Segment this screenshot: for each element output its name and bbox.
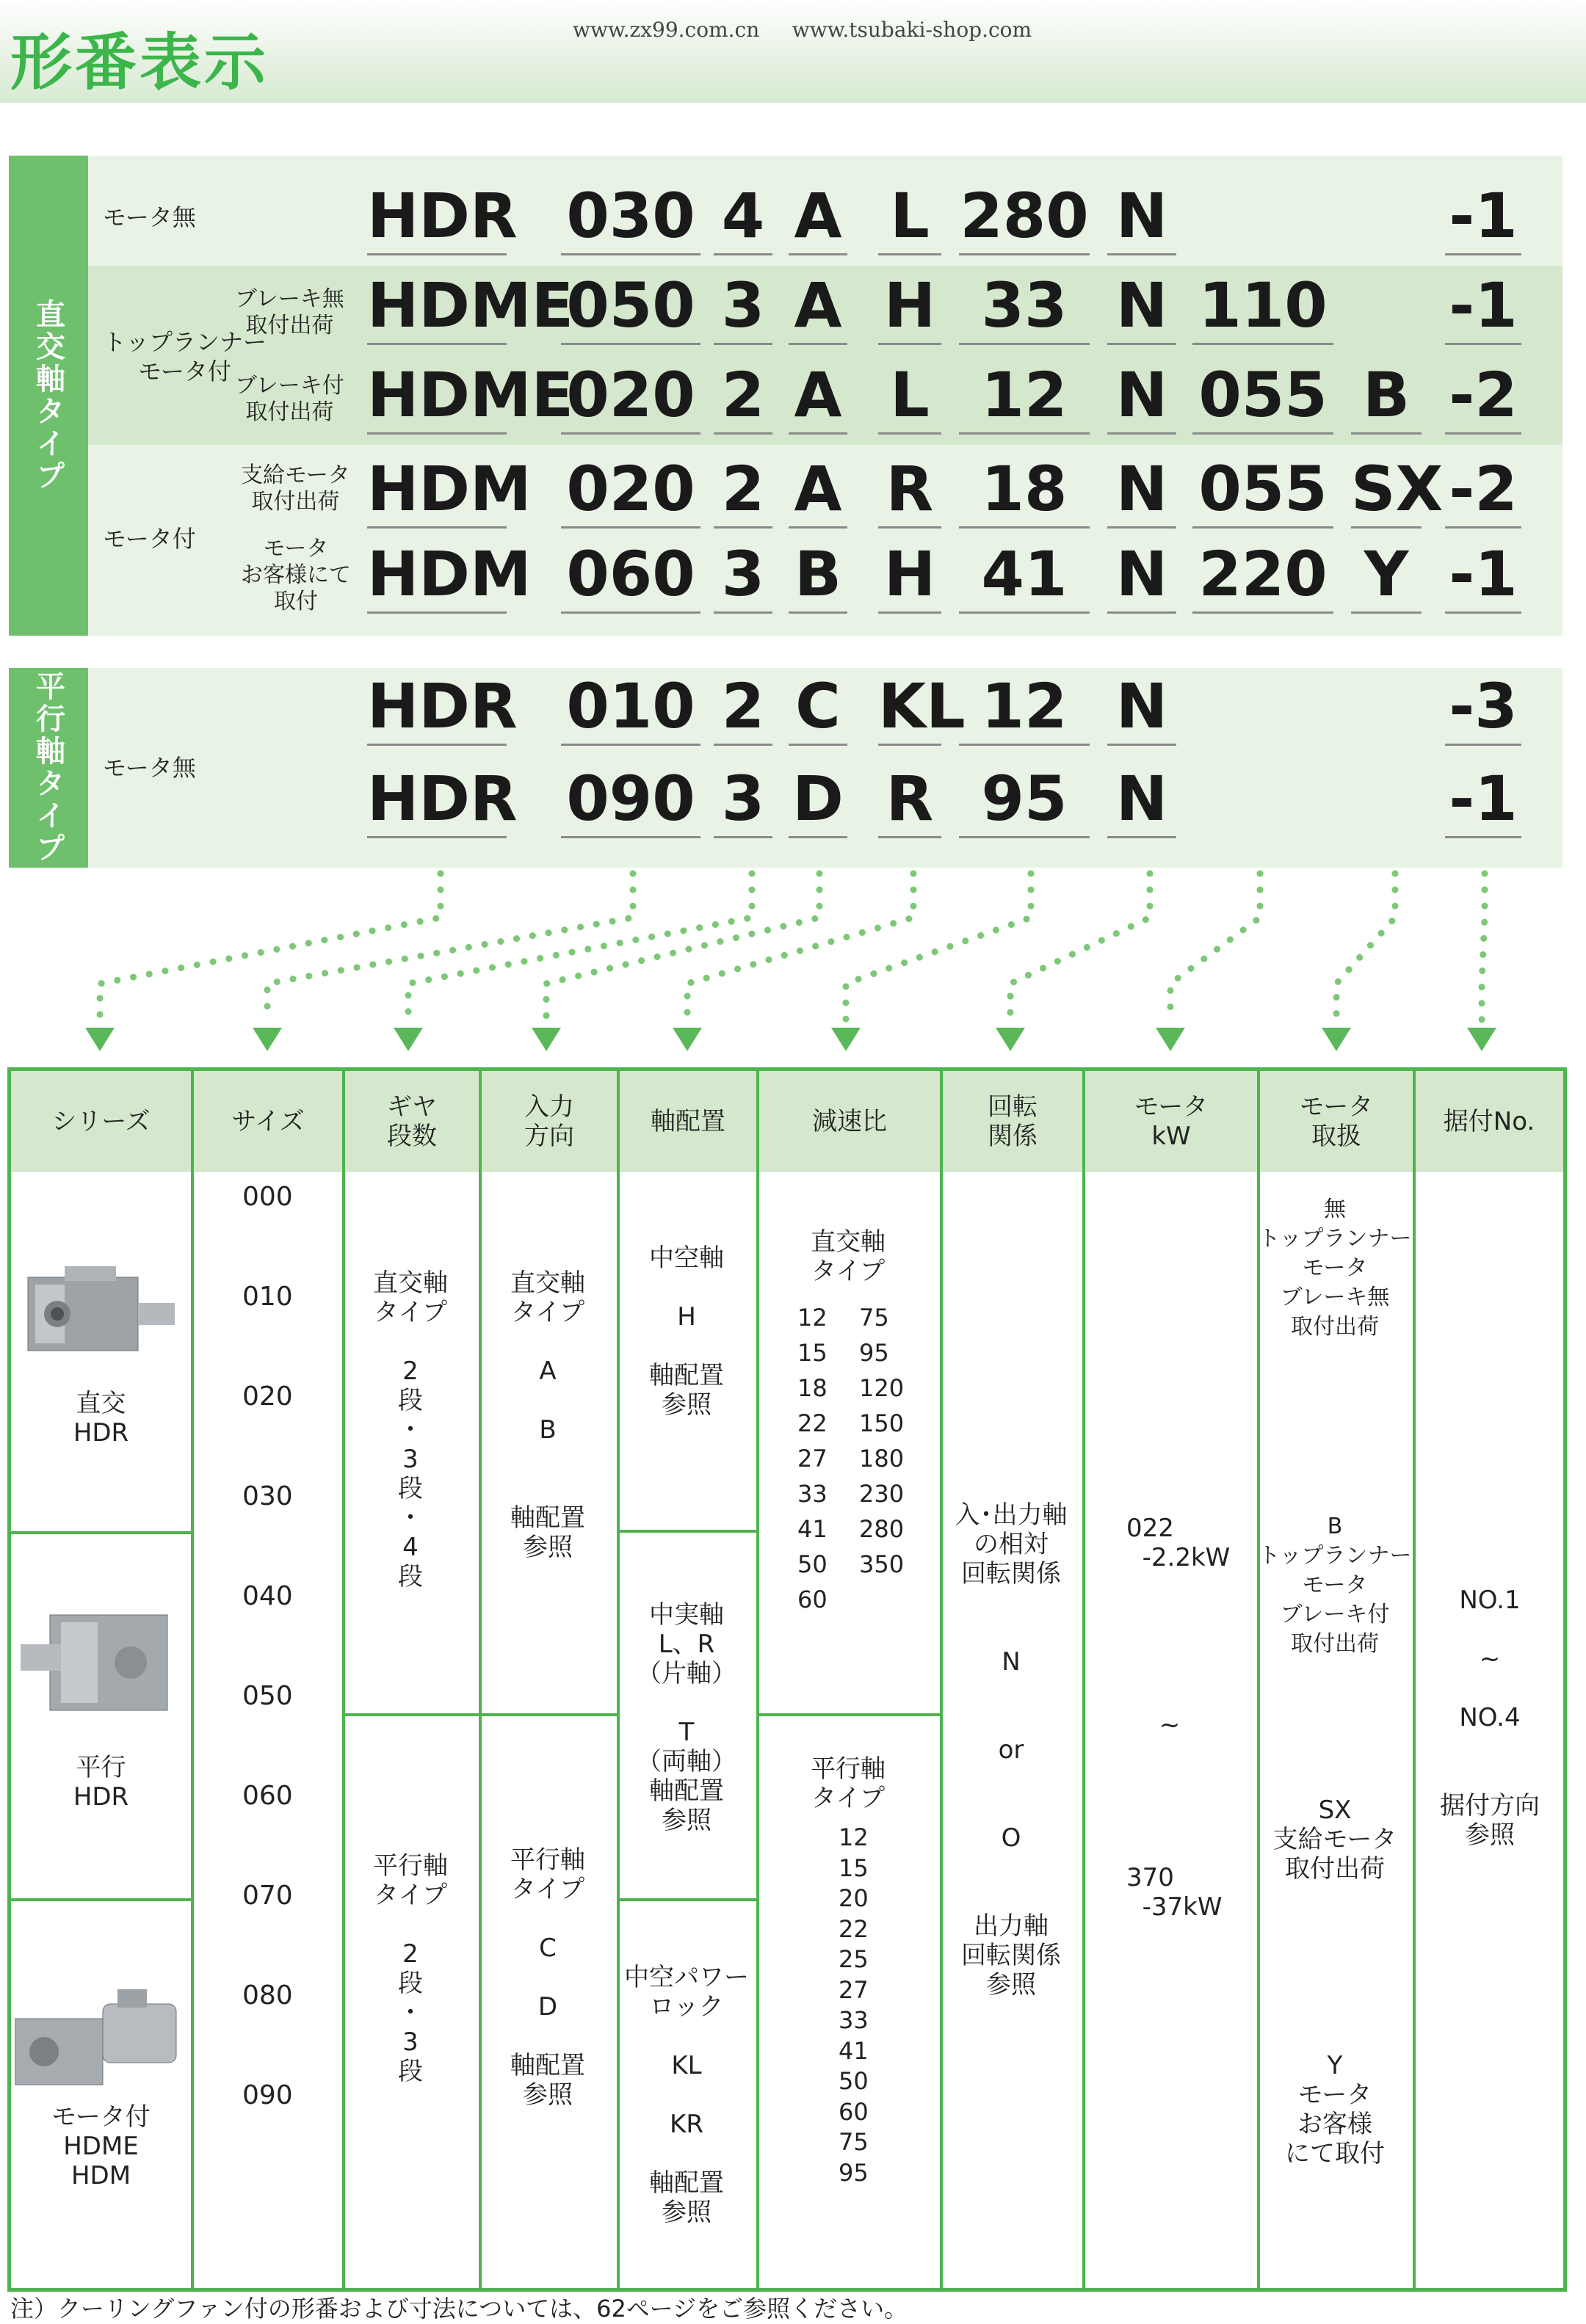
ratio-item: 15	[839, 1853, 869, 1882]
ratio-parallel-title: 平行軸 タイプ	[811, 1754, 886, 1813]
parallel-code-series: HDR	[367, 670, 518, 742]
label-brake-with: ブレーキ付 取付出荷	[235, 373, 344, 425]
ratio-item: 22	[797, 1409, 828, 1437]
parallel-code-size: 090	[561, 763, 700, 834]
ratio-item: 22	[839, 1914, 869, 1943]
ratio-item: 180	[859, 1445, 905, 1473]
handling-brake: B トップランナーモータ ブレーキ付 取付出荷	[1258, 1514, 1412, 1657]
right-angle-code-series: HDR	[367, 180, 518, 252]
right-angle-code-input: A	[789, 360, 847, 430]
right-angle-code-rotation: N	[1107, 454, 1176, 524]
table-header-8: モータ 取扱	[1299, 1092, 1374, 1151]
ratio-item: 60	[797, 1586, 828, 1613]
connector-arrow-icon	[673, 1028, 702, 1051]
footnote: 注）クーリングファン付の形番および寸法については、62ページをご参照ください。	[10, 2295, 908, 2323]
right-angle-code-shaft: L	[878, 181, 941, 251]
right-angle-code-handling: SX	[1351, 453, 1444, 525]
motor-kw-tilde: ~	[1159, 1710, 1181, 1740]
right-angle-code-ratio: 41	[959, 539, 1090, 609]
right-angle-code-series: HDME	[367, 359, 573, 431]
right-angle-code-shaft: L	[878, 360, 941, 430]
parallel-code-stages: 2	[714, 671, 772, 741]
label-no-motor: モータ無	[103, 203, 196, 231]
right-angle-code-size: 020	[561, 360, 700, 430]
size-item: 070	[242, 1881, 293, 1911]
parallel-code-input: D	[789, 763, 847, 834]
right-angle-code-input: B	[789, 539, 847, 609]
ratio-item: 280	[859, 1515, 905, 1543]
connector-line	[408, 874, 752, 1020]
shaft-solid: 中実軸 L、R （片軸） T （両軸） 軸配置 参照	[637, 1600, 736, 1835]
connector-line	[846, 874, 1031, 1020]
series-motor: モータ付 HDME HDM	[51, 2102, 151, 2190]
page-title: 形番表示	[10, 26, 269, 98]
url-zx99[interactable]: www.zx99.com.cn	[573, 18, 760, 42]
right-angle-code-rotation: N	[1107, 360, 1176, 430]
size-item: 000	[242, 1182, 293, 1212]
ratio-item: 120	[859, 1374, 905, 1402]
parallel-sidebar: 平行軸タイプ	[9, 668, 88, 868]
connector-line	[687, 874, 913, 1020]
right-angle-code-shaft: R	[878, 454, 941, 524]
right-angle-code-install: -2	[1445, 360, 1521, 430]
url-tsubaki[interactable]: www.tsubaki-shop.com	[792, 18, 1032, 42]
right-angle-code-handling: B	[1351, 360, 1422, 430]
row-divider	[11, 1898, 191, 1901]
right-angle-code-install: -1	[1445, 539, 1521, 609]
ratio-item: 41	[839, 2036, 869, 2065]
parallel-code-stages: 3	[714, 763, 772, 834]
ratio-item: 12	[839, 1823, 869, 1851]
connector-line	[1010, 874, 1150, 1020]
ratio-item: 75	[839, 2128, 869, 2156]
gear-stages-right-angle: 直交軸 タイプ 2 段 ・ 3 段 ・ 4 段	[373, 1268, 448, 1591]
handling-none: 無 トップランナーモータ ブレーキ無 取付出荷	[1258, 1197, 1412, 1340]
connector-arrow-icon	[532, 1028, 561, 1051]
right-angle-code-rotation: N	[1107, 539, 1176, 609]
table-header-0: シリーズ	[51, 1107, 151, 1136]
row-divider	[11, 1531, 191, 1534]
ratio-item: 150	[859, 1409, 905, 1437]
shaft-powerlock: 中空パワー ロック KL KR 軸配置 参照	[624, 1963, 749, 2227]
right-angle-code-shaft: H	[878, 270, 941, 341]
parallel-code-install: -1	[1445, 763, 1521, 834]
connector-arrow-icon	[1156, 1028, 1185, 1051]
gearbox-right-angle-photo	[21, 1255, 182, 1365]
col-divider	[191, 1071, 194, 2288]
ratio-item: 18	[797, 1374, 828, 1402]
ratio-item: 25	[839, 1945, 869, 1973]
series-right-angle: 直交 HDR	[73, 1389, 129, 1448]
right-angle-code-install: -1	[1445, 181, 1521, 251]
parallel-code-ratio: 95	[959, 763, 1090, 834]
ratio-item: 50	[797, 1550, 828, 1578]
table-header-7: モータ kW	[1134, 1092, 1209, 1151]
table-header-4: 軸配置	[651, 1107, 725, 1136]
label-brake-none: ブレーキ無 取付出荷	[235, 286, 344, 338]
parallel-code-install: -3	[1445, 671, 1521, 741]
label-parallel-no-motor: モータ無	[103, 754, 196, 782]
right-angle-code-stages: 4	[714, 181, 772, 251]
right-angle-code-input: A	[789, 454, 847, 524]
connector-line	[1336, 874, 1395, 1020]
gear-stages-parallel: 平行軸 タイプ 2 段 ・ 3 段	[373, 1851, 448, 2086]
size-item: 040	[242, 1581, 293, 1611]
right-angle-code-size: 030	[561, 181, 700, 251]
connector-line	[1482, 874, 1485, 1020]
size-item: 080	[242, 1980, 293, 2011]
ratio-item: 95	[859, 1339, 889, 1367]
right-angle-code-install: -1	[1445, 270, 1521, 341]
ratio-item: 41	[797, 1515, 828, 1543]
right-angle-code-size: 060	[561, 539, 700, 609]
right-angle-code-ratio: 33	[959, 270, 1090, 341]
ratio-item: 75	[859, 1304, 889, 1332]
label-toprunner-group: トップランナー モータ付	[103, 328, 267, 385]
right-angle-code-ratio: 12	[959, 360, 1090, 430]
ratio-item: 27	[797, 1445, 828, 1473]
gearbox-parallel-photo	[21, 1600, 182, 1725]
ratio-item: 50	[839, 2067, 869, 2095]
row-divider	[617, 1530, 756, 1533]
right-angle-code-motor-kw: 055	[1192, 454, 1333, 524]
label-motor-group: モータ付	[103, 525, 196, 553]
parallel-code-shaft: KL	[878, 670, 966, 742]
right-angle-code-rotation: N	[1107, 181, 1176, 251]
gearbox-motor-photo	[15, 1982, 191, 2092]
table-header-1: サイズ	[231, 1107, 305, 1136]
ratio-item: 230	[859, 1480, 905, 1508]
rotation-relation: 入･出力軸 の相対 回転関係 N or O 出力軸 回転関係 参照	[955, 1500, 1068, 2000]
ratio-item: 95	[839, 2158, 869, 2187]
right-angle-code-size: 050	[561, 270, 700, 341]
parallel-code-series: HDR	[367, 763, 518, 835]
table-header-3: 入力 方向	[524, 1092, 574, 1151]
right-angle-code-series: HDM	[367, 453, 532, 525]
size-item: 020	[242, 1381, 293, 1412]
dotted-connectors	[0, 859, 1586, 1064]
right-angle-code-series: HDME	[367, 269, 573, 341]
size-item: 090	[242, 2080, 293, 2110]
right-angle-code-handling: Y	[1351, 539, 1422, 609]
ratio-item: 33	[797, 1480, 828, 1508]
parallel-code-input: C	[789, 671, 847, 741]
install-number: NO.1 ~ NO.4 据付方向 参照	[1440, 1586, 1540, 1850]
parallel-code-rotation: N	[1107, 763, 1176, 834]
label-customer-mount: モータ お客様にて 取付	[241, 536, 351, 614]
connector-arrow-icon	[1467, 1028, 1496, 1051]
ratio-item: 33	[839, 2006, 869, 2034]
ratio-item: 20	[839, 1884, 869, 1912]
ratio-item: 27	[839, 1975, 869, 2004]
right-angle-code-series: HDM	[367, 538, 532, 610]
input-direction-parallel: 平行軸 タイプ C D 軸配置 参照	[510, 1845, 585, 2110]
right-angle-code-stages: 2	[714, 454, 772, 524]
right-angle-code-ratio: 280	[960, 180, 1089, 252]
shaft-hollow: 中空軸 H 軸配置 参照	[649, 1243, 724, 1420]
connector-line	[1170, 874, 1260, 1020]
right-angle-code-rotation: N	[1107, 270, 1176, 341]
size-item: 050	[242, 1681, 293, 1711]
handling-customer: Y モータ お客様 にて取付	[1285, 2051, 1385, 2168]
size-item: 010	[242, 1282, 293, 1312]
ratio-right-angle-title: 直交軸 タイプ	[811, 1227, 886, 1286]
label-supplied-motor: 支給モータ 取付出荷	[241, 462, 350, 515]
right-angle-code-stages: 3	[714, 270, 772, 341]
ratio-item: 12	[797, 1304, 828, 1332]
connector-arrow-icon	[1322, 1028, 1351, 1051]
right-angle-code-input: A	[789, 181, 847, 251]
parallel-code-rotation: N	[1107, 671, 1176, 741]
right-angle-code-stages: 2	[714, 360, 772, 430]
ratio-item: 350	[859, 1550, 905, 1578]
parallel-code-shaft: R	[878, 763, 941, 834]
right-angle-code-input: A	[789, 270, 847, 341]
row-divider	[756, 1713, 940, 1716]
right-angle-sidebar: 直交軸タイプ	[9, 156, 88, 636]
motor-kw-max: 370 -37kW	[1126, 1863, 1223, 1922]
parallel-panel	[9, 668, 1563, 868]
size-item: 030	[242, 1481, 293, 1511]
table-header-5: 減速比	[812, 1107, 887, 1136]
table-header-9: 据付No.	[1443, 1107, 1535, 1136]
connector-arrow-icon	[85, 1028, 115, 1051]
connector-arrow-icon	[996, 1028, 1025, 1051]
input-direction-right-angle: 直交軸 タイプ A B 軸配置 参照	[510, 1268, 585, 1562]
right-angle-code-motor-kw: 055	[1192, 360, 1333, 430]
connector-line	[100, 874, 441, 1020]
row-divider	[342, 1713, 617, 1716]
right-angle-code-install: -2	[1445, 454, 1521, 524]
parallel-code-ratio: 12	[959, 671, 1090, 741]
series-parallel: 平行 HDR	[73, 1753, 129, 1812]
table-header-6: 回転 関係	[988, 1092, 1038, 1151]
right-angle-code-motor-kw: 220	[1192, 539, 1333, 609]
right-angle-code-ratio: 18	[959, 454, 1090, 524]
right-angle-code-stages: 3	[714, 539, 772, 609]
connector-arrow-icon	[253, 1028, 282, 1051]
parallel-code-size: 010	[561, 671, 700, 741]
right-angle-code-motor-kw: 110	[1192, 270, 1333, 341]
connector-line	[267, 874, 633, 1020]
row-divider	[617, 1898, 756, 1901]
connector-arrow-icon	[831, 1028, 861, 1051]
handling-supplied: SX 支給モータ 取付出荷	[1272, 1795, 1397, 1884]
size-item: 060	[242, 1781, 293, 1811]
col-divider	[1082, 1071, 1085, 2288]
ratio-item: 15	[797, 1339, 828, 1367]
ratio-item: 60	[839, 2097, 869, 2126]
motor-kw-min: 022 -2.2kW	[1126, 1514, 1231, 1572]
right-angle-code-shaft: H	[878, 539, 941, 609]
table-header-2: ギヤ 段数	[387, 1092, 437, 1151]
connector-arrow-icon	[394, 1028, 423, 1051]
right-angle-code-size: 020	[561, 454, 700, 524]
col-divider	[342, 1071, 345, 2288]
header-urls	[573, 18, 1032, 42]
